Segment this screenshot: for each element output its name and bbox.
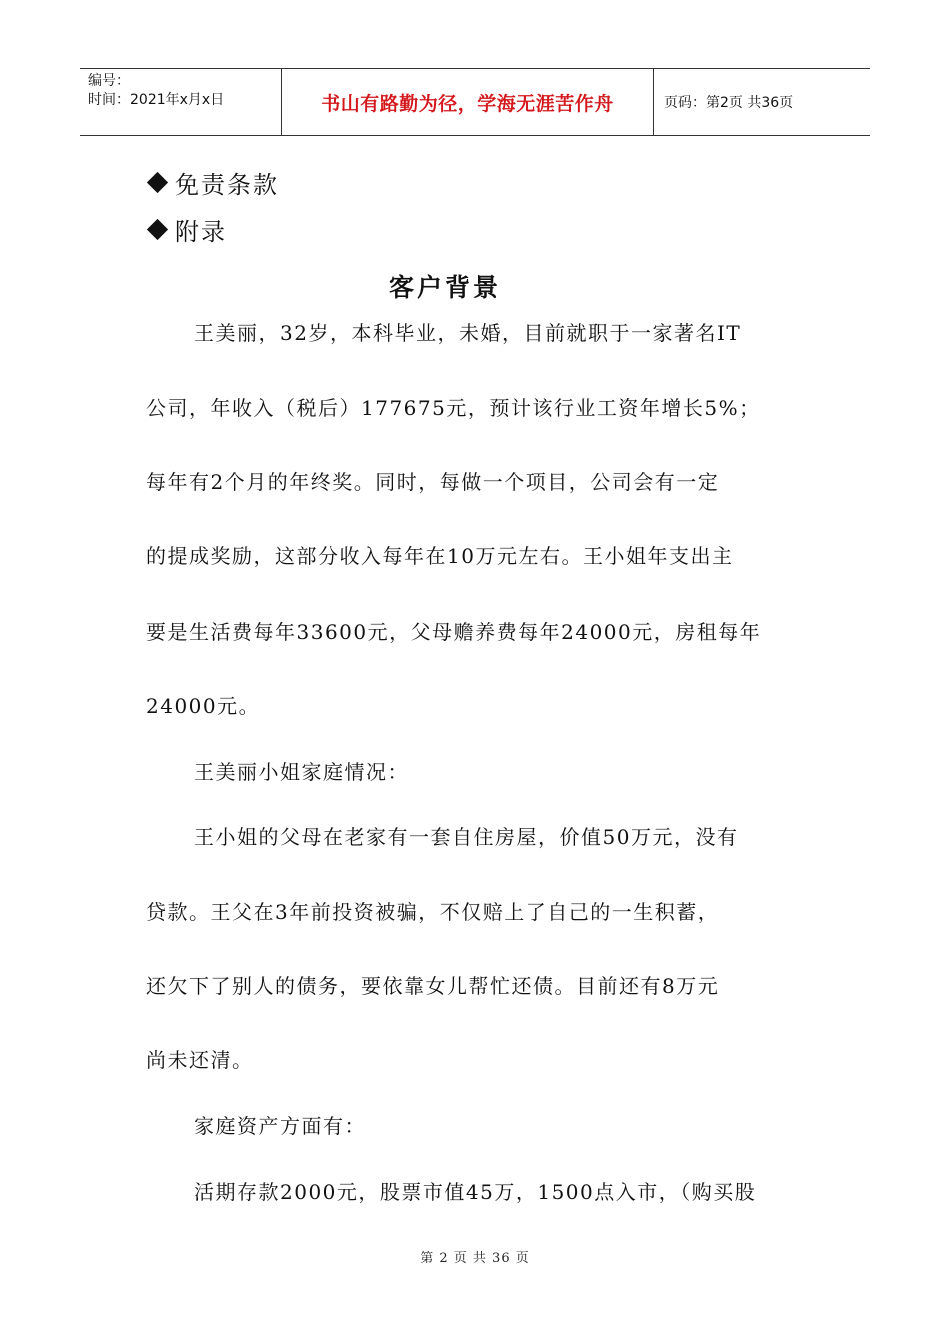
header-meta <box>80 69 282 135</box>
diamond-bullet-icon <box>147 219 168 240</box>
header-motto: 书山有路勤为径，学海无涯苦作舟 <box>282 69 654 135</box>
document-number-label: 编号： <box>88 73 130 89</box>
paragraph-line: 的提成奖励，这部分收入每年在10万元左右。王小姐年支出主 <box>146 544 734 568</box>
diamond-bullet-icon <box>147 172 168 193</box>
page-footer: 第 2 页 共 36 页 <box>420 1251 530 1266</box>
paragraph-line: 家庭资产方面有： <box>194 1114 366 1138</box>
paragraph-line: 活期存款2000元，股票市值45万，1500点入市，（购买股 <box>194 1180 757 1204</box>
paragraph-line: 王小姐的父母在老家有一套自住房屋，价值50万元，没有 <box>194 825 739 849</box>
header-page-info: 页码：第2页 共36页 <box>664 95 794 111</box>
page-header <box>80 68 870 136</box>
section-title: 客户背景 <box>388 273 501 302</box>
paragraph-line: 要是生活费每年33600元，父母赡养费每年24000元，房租每年 <box>146 620 762 644</box>
paragraph-line: 王美丽，32岁，本科毕业，未婚，目前就职于一家著名IT <box>194 321 742 345</box>
paragraph-line: 王美丽小姐家庭情况： <box>194 760 409 784</box>
document-date: 时间：2021年x月x日 <box>88 92 225 108</box>
toc-item-label: 免责条款 <box>175 171 279 199</box>
paragraph-line: 尚未还清。 <box>146 1048 254 1072</box>
toc-item-appendix <box>146 217 227 247</box>
toc-item-label: 附录 <box>175 218 227 246</box>
toc-item-disclaimer <box>146 170 279 200</box>
paragraph-line: 每年有2个月的年终奖。同时，每做一个项目，公司会有一定 <box>146 470 720 494</box>
paragraph-line: 公司，年收入（税后）177675元，预计该行业工资年增长5%； <box>146 396 761 420</box>
paragraph-line: 贷款。王父在3年前投资被骗，不仅赔上了自己的一生积蓄， <box>146 900 720 924</box>
paragraph-line: 还欠下了别人的债务，要依靠女儿帮忙还债。目前还有8万元 <box>146 974 720 998</box>
paragraph-line: 24000元。 <box>146 694 261 718</box>
